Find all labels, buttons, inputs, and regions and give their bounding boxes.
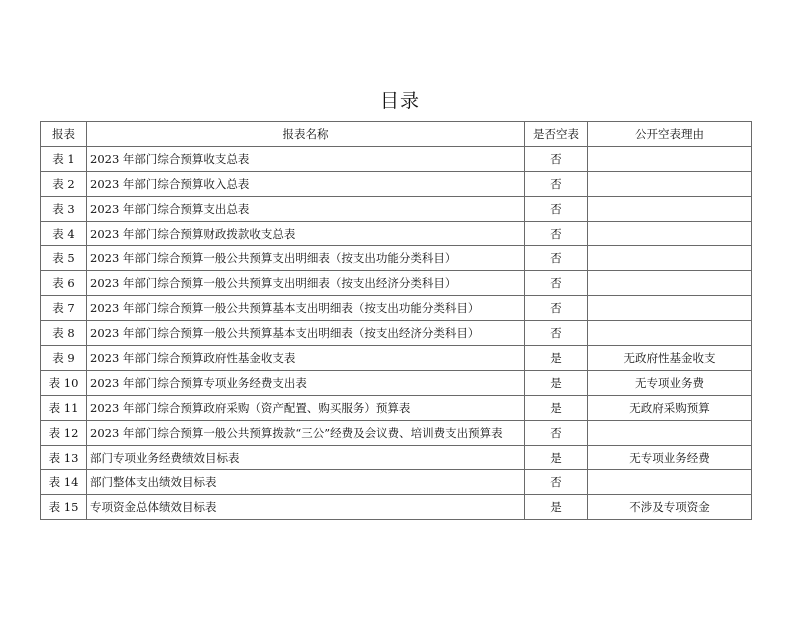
report-id-cell: 表 12 <box>41 420 87 445</box>
page-title: 目录 <box>379 90 420 112</box>
report-name-cell: 2023 年部门综合预算支出总表 <box>87 196 525 221</box>
report-name-cell: 2023 年部门综合预算财政拨款收支总表 <box>87 221 525 246</box>
report-id-cell: 表 5 <box>41 246 87 271</box>
table-row <box>41 146 752 171</box>
empty-reason-cell: 无政府采购预算 <box>588 395 752 420</box>
report-id-cell: 表 8 <box>41 321 87 346</box>
report-id-cell: 表 6 <box>41 271 87 296</box>
report-id-cell: 表 2 <box>41 171 87 196</box>
header-report: 报表 <box>41 122 87 147</box>
table-row <box>41 495 752 520</box>
table-row <box>41 420 752 445</box>
table-header-row <box>41 122 752 147</box>
report-id-cell: 表 1 <box>41 146 87 171</box>
report-name-cell: 2023 年部门综合预算收入总表 <box>87 171 525 196</box>
table-row <box>41 296 752 321</box>
empty-reason-cell <box>588 246 752 271</box>
report-name-cell: 2023 年部门综合预算收支总表 <box>87 146 525 171</box>
report-name-cell: 部门整体支出绩效目标表 <box>87 470 525 495</box>
empty-reason-cell: 无专项业务经费 <box>588 445 752 470</box>
is-empty-cell: 否 <box>525 470 588 495</box>
header-is-empty: 是否空表 <box>525 122 588 147</box>
table-row <box>41 470 752 495</box>
empty-reason-cell <box>588 271 752 296</box>
is-empty-cell: 是 <box>525 495 588 520</box>
is-empty-cell: 否 <box>525 296 588 321</box>
empty-reason-cell <box>588 146 752 171</box>
table-row <box>41 321 752 346</box>
report-id-cell: 表 11 <box>41 395 87 420</box>
is-empty-cell: 是 <box>525 346 588 371</box>
is-empty-cell: 否 <box>525 246 588 271</box>
table-row <box>41 271 752 296</box>
empty-reason-cell <box>588 196 752 221</box>
report-id-cell: 表 14 <box>41 470 87 495</box>
report-index-table <box>40 121 752 520</box>
report-name-cell: 部门专项业务经费绩效目标表 <box>87 445 525 470</box>
empty-reason-cell <box>588 171 752 196</box>
table-row <box>41 221 752 246</box>
is-empty-cell: 是 <box>525 445 588 470</box>
empty-reason-cell: 无政府性基金收支 <box>588 346 752 371</box>
table-row <box>41 445 752 470</box>
header-report-name: 报表名称 <box>87 122 525 147</box>
table-row <box>41 395 752 420</box>
is-empty-cell: 否 <box>525 196 588 221</box>
table-row <box>41 346 752 371</box>
is-empty-cell: 是 <box>525 370 588 395</box>
empty-reason-cell <box>588 321 752 346</box>
table-row <box>41 370 752 395</box>
is-empty-cell: 是 <box>525 395 588 420</box>
report-id-cell: 表 9 <box>41 346 87 371</box>
empty-reason-cell <box>588 221 752 246</box>
table-row <box>41 171 752 196</box>
empty-reason-cell <box>588 420 752 445</box>
report-name-cell: 2023 年部门综合预算一般公共预算拨款“三公”经费及会议费、培训费支出预算表 <box>87 420 525 445</box>
report-name-cell: 2023 年部门综合预算政府性基金收支表 <box>87 346 525 371</box>
header-empty-reason: 公开空表理由 <box>588 122 752 147</box>
is-empty-cell: 否 <box>525 321 588 346</box>
report-name-cell: 2023 年部门综合预算一般公共预算支出明细表（按支出功能分类科目） <box>87 246 525 271</box>
empty-reason-cell: 无专项业务费 <box>588 370 752 395</box>
report-id-cell: 表 13 <box>41 445 87 470</box>
report-id-cell: 表 10 <box>41 370 87 395</box>
is-empty-cell: 否 <box>525 146 588 171</box>
report-name-cell: 2023 年部门综合预算一般公共预算基本支出明细表（按支出经济分类科目） <box>87 321 525 346</box>
report-id-cell: 表 3 <box>41 196 87 221</box>
table-row <box>41 196 752 221</box>
empty-reason-cell <box>588 296 752 321</box>
empty-reason-cell <box>588 470 752 495</box>
report-name-cell: 2023 年部门综合预算专项业务经费支出表 <box>87 370 525 395</box>
report-id-cell: 表 7 <box>41 296 87 321</box>
empty-reason-cell: 不涉及专项资金 <box>588 495 752 520</box>
report-name-cell: 专项资金总体绩效目标表 <box>87 495 525 520</box>
is-empty-cell: 否 <box>525 420 588 445</box>
report-name-cell: 2023 年部门综合预算一般公共预算基本支出明细表（按支出功能分类科目） <box>87 296 525 321</box>
report-name-cell: 2023 年部门综合预算一般公共预算支出明细表（按支出经济分类科目） <box>87 271 525 296</box>
report-name-cell: 2023 年部门综合预算政府采购（资产配置、购买服务）预算表 <box>87 395 525 420</box>
report-id-cell: 表 4 <box>41 221 87 246</box>
is-empty-cell: 否 <box>525 271 588 296</box>
is-empty-cell: 否 <box>525 171 588 196</box>
table-row <box>41 246 752 271</box>
is-empty-cell: 否 <box>525 221 588 246</box>
report-id-cell: 表 15 <box>41 495 87 520</box>
